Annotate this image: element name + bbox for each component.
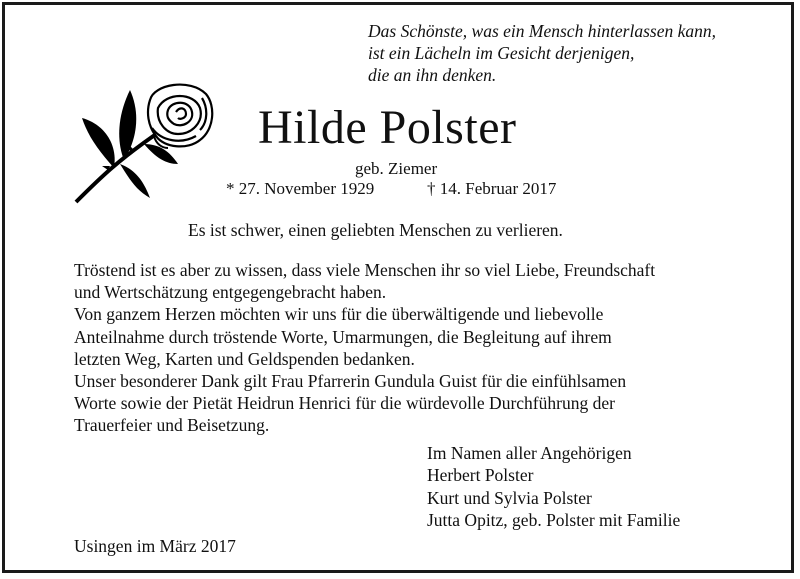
quote-line: Das Schönste, was ein Mensch hinterlassen kann, xyxy=(368,21,717,41)
maiden-name: geb. Ziemer xyxy=(355,159,438,178)
signature-block xyxy=(427,442,680,531)
deceased-name: Hilde Polster xyxy=(258,101,517,154)
place-date: Usingen im März 2017 xyxy=(74,536,236,556)
body-line: Von ganzem Herzen möchten wir uns für die überwältigende und liebevolle xyxy=(74,304,604,325)
memorial-quote xyxy=(368,20,768,86)
body-line: letzten Weg, Karten und Geldspenden bedanken. xyxy=(74,348,415,369)
body-line: Worte sowie der Pietät Heidrun Henrici für die würdevolle Durchführung der xyxy=(74,393,615,414)
body-line: und Wertschätzung entgegengebracht haben. xyxy=(74,282,387,303)
body-line: Anteilnahme durch tröstende Worte, Umarmungen, die Begleitung auf ihrem xyxy=(74,326,612,347)
body-line: Unser besonderer Dank gilt Frau Pfarrerin Gundula Guist für die einfühlsamen xyxy=(74,371,627,392)
body-line: Tröstend ist es aber zu wissen, dass viele Menschen ihr so viel Liebe, Freundschaft xyxy=(74,260,656,280)
death-date: † 14. Februar 2017 xyxy=(427,179,557,198)
thank-you-text xyxy=(74,259,655,437)
rose-icon xyxy=(70,78,220,213)
signature-line: Herbert Polster xyxy=(427,465,534,486)
signature-line: Jutta Opitz, geb. Polster mit Familie xyxy=(427,509,681,530)
signature-line: Kurt und Sylvia Polster xyxy=(427,487,592,508)
body-line: Trauerfeier und Beisetzung. xyxy=(74,415,270,436)
quote-line: ist ein Lächeln im Gesicht derjenigen, xyxy=(368,43,635,63)
quote-line: die an ihn denken. xyxy=(368,65,497,85)
birth-date: * 27. November 1929 xyxy=(226,179,375,198)
lead-sentence: Es ist schwer, einen geliebten Menschen zu verlieren. xyxy=(188,220,563,240)
signature-line: Im Namen aller Angehörigen xyxy=(427,443,632,463)
